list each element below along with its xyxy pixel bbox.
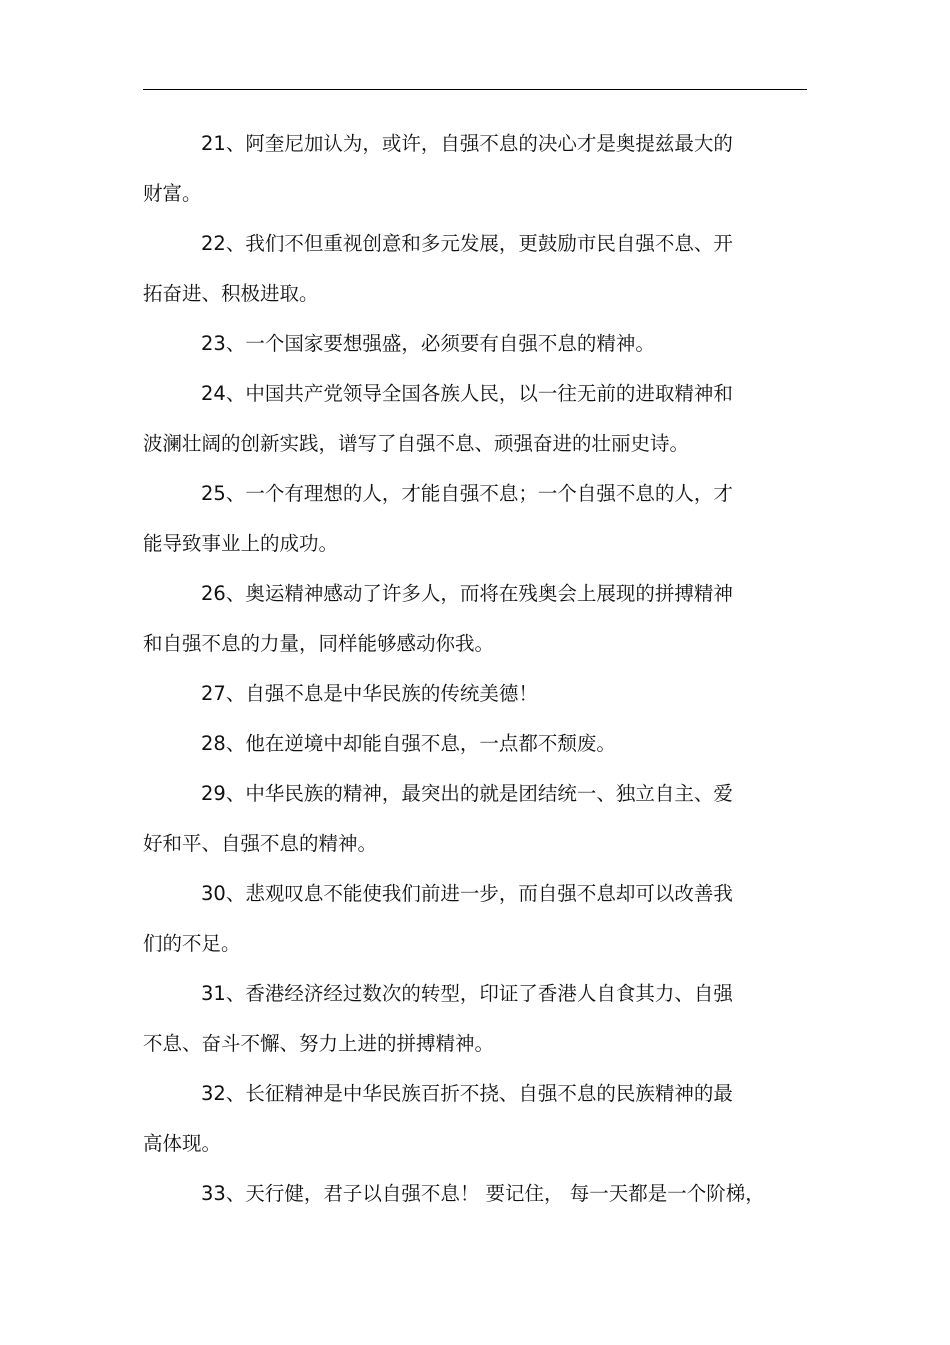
paragraph-line: 好和平、自强不息的精神。 bbox=[143, 832, 378, 855]
paragraph-line: 21、阿奎尼加认为，或许，自强不息的决心才是奥提兹最大的 bbox=[201, 132, 733, 155]
paragraph-27 bbox=[143, 669, 773, 719]
paragraph-33 bbox=[143, 1169, 773, 1219]
paragraph-25 bbox=[143, 469, 773, 569]
paragraph-line: 和自强不息的力量，同样能够感动你我。 bbox=[143, 632, 495, 655]
paragraph-line: 30、悲观叹息不能使我们前进一步，而自强不息却可以改善我 bbox=[201, 882, 733, 905]
paragraph-line: 不息、奋斗不懈、努力上进的拼搏精神。 bbox=[143, 1032, 495, 1055]
paragraph-line: 们的不足。 bbox=[143, 932, 241, 955]
paragraph-line: 24、中国共产党领导全国各族人民，以一往无前的进取精神和 bbox=[201, 382, 733, 405]
paragraph-21 bbox=[143, 119, 773, 219]
paragraph-line: 财富。 bbox=[143, 182, 202, 205]
paragraph-line: 29、中华民族的精神，最突出的就是团结统一、独立自主、爱 bbox=[201, 782, 733, 805]
paragraph-line: 拓奋进、积极进取。 bbox=[143, 282, 319, 305]
paragraph-23 bbox=[143, 319, 773, 369]
paragraph-line: 波澜壮阔的创新实践，谱写了自强不息、顽强奋进的壮丽史诗。 bbox=[143, 432, 690, 455]
paragraph-line: 33、天行健，君子以自强不息！ 要记住， 每一天都是一个阶梯， bbox=[201, 1182, 765, 1205]
paragraph-26 bbox=[143, 569, 773, 669]
header-rule bbox=[143, 89, 807, 90]
paragraph-line: 31、香港经济经过数次的转型，印证了香港人自食其力、自强 bbox=[201, 982, 733, 1005]
paragraph-line: 能导致事业上的成功。 bbox=[143, 532, 339, 555]
paragraph-line: 32、长征精神是中华民族百折不挠、自强不息的民族精神的最 bbox=[201, 1082, 733, 1105]
paragraph-22 bbox=[143, 219, 773, 319]
paragraph-line: 23、一个国家要想强盛，必须要有自强不息的精神。 bbox=[201, 332, 655, 355]
paragraph-line: 27、自强不息是中华民族的传统美德！ bbox=[201, 682, 538, 705]
paragraph-line: 28、他在逆境中却能自强不息，一点都不颓废。 bbox=[201, 732, 616, 755]
document-body bbox=[143, 119, 773, 1219]
paragraph-line: 22、我们不但重视创意和多元发展，更鼓励市民自强不息、开 bbox=[201, 232, 733, 255]
paragraph-31 bbox=[143, 969, 773, 1069]
paragraph-30 bbox=[143, 869, 773, 969]
paragraph-29 bbox=[143, 769, 773, 869]
paragraph-line: 高体现。 bbox=[143, 1132, 222, 1155]
paragraph-line: 25、一个有理想的人，才能自强不息；一个自强不息的人，才 bbox=[201, 482, 733, 505]
paragraph-32 bbox=[143, 1069, 773, 1169]
paragraph-24 bbox=[143, 369, 773, 469]
paragraph-28 bbox=[143, 719, 773, 769]
paragraph-line: 26、奥运精神感动了许多人，而将在残奥会上展现的拼搏精神 bbox=[201, 582, 733, 605]
